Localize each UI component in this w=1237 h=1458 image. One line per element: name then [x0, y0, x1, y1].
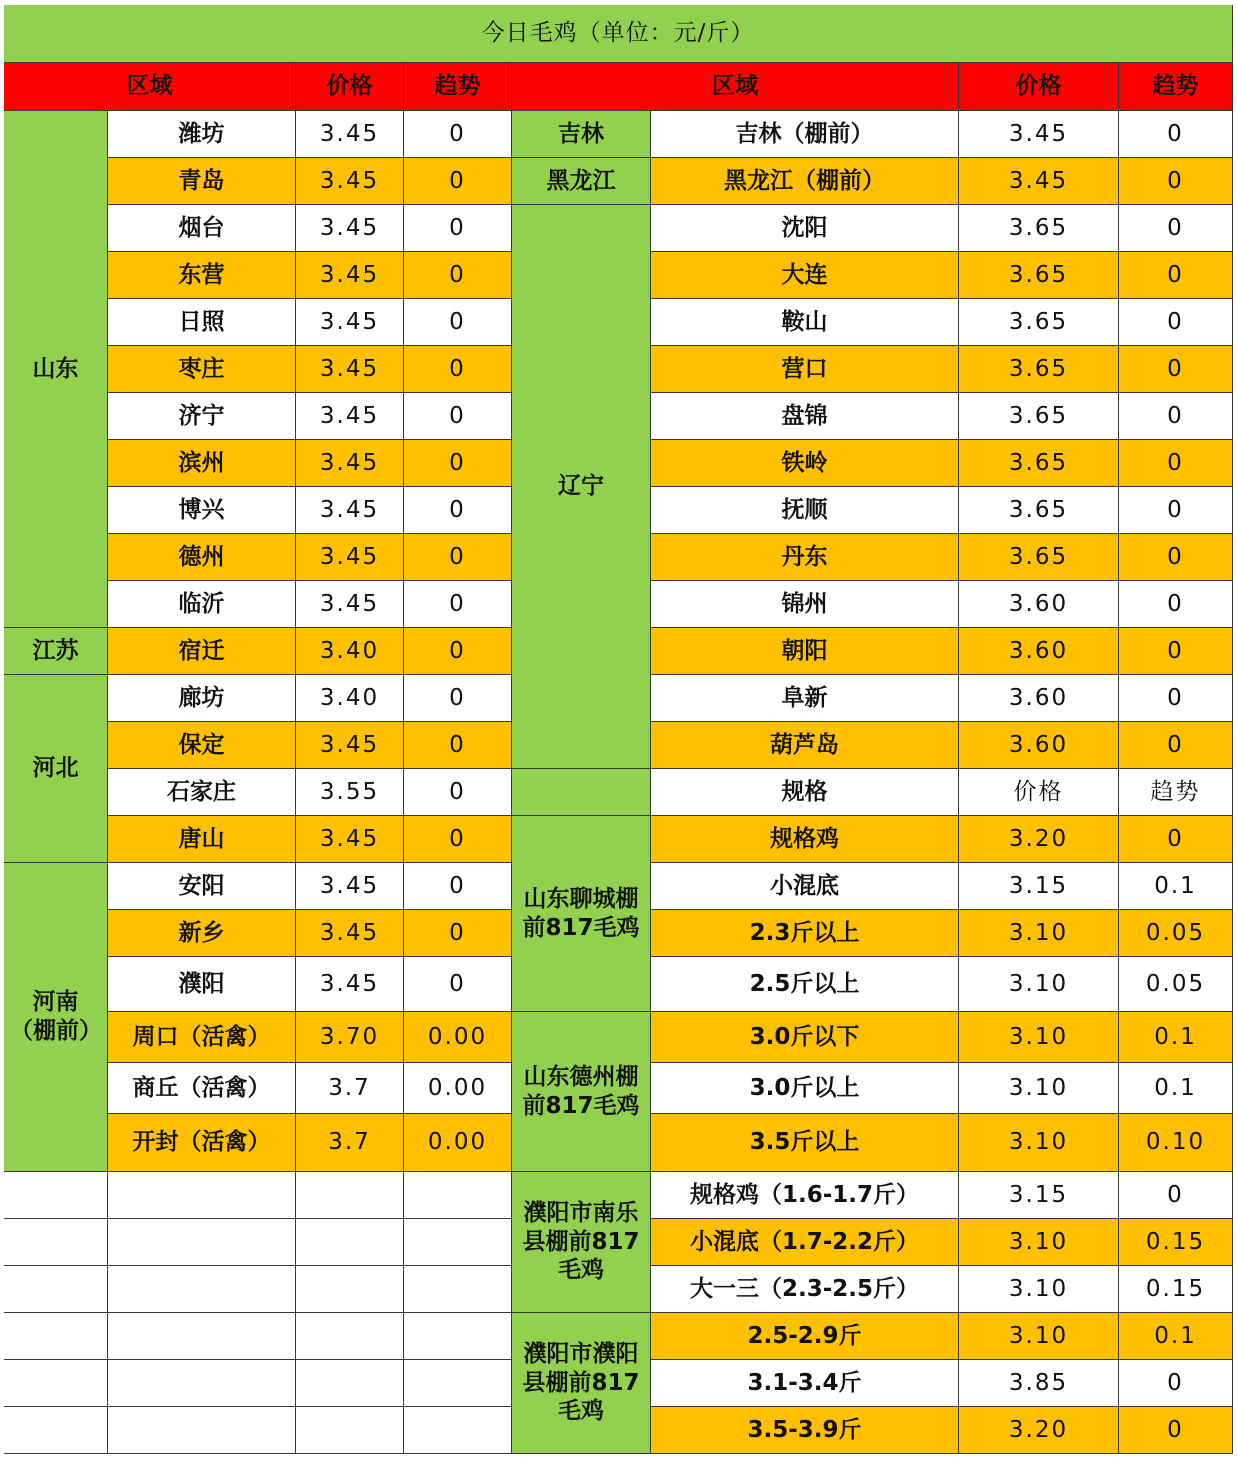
row-name: 3.1-3.4斤 — [651, 1360, 959, 1407]
row-trend: 0 — [404, 534, 512, 581]
row-name: 2.3斤以上 — [651, 910, 959, 957]
row-name: 安阳 — [108, 863, 296, 910]
row-name: 规格 — [651, 769, 959, 816]
row-trend: 0 — [1119, 346, 1233, 393]
row-trend: 0 — [404, 393, 512, 440]
empty-cell — [108, 1219, 296, 1266]
row-trend: 0 — [404, 957, 512, 1012]
row-name: 潍坊 — [108, 111, 296, 158]
row-price: 3.45 — [296, 581, 404, 628]
row-name: 滨州 — [108, 440, 296, 487]
row-name: 青岛 — [108, 158, 296, 205]
row-price: 3.65 — [959, 534, 1119, 581]
row-price: 3.15 — [959, 863, 1119, 910]
region-label: 黑龙江 — [512, 158, 651, 205]
table-title: 今日毛鸡（单位：元/斤） — [4, 5, 1233, 63]
region-label: 山东德州棚前817毛鸡 — [512, 1012, 651, 1172]
row-trend: 0.00 — [404, 1063, 512, 1114]
row-trend: 0 — [1119, 1360, 1233, 1407]
row-price: 3.45 — [296, 722, 404, 769]
region-label: 江苏 — [4, 628, 108, 675]
row-trend: 0 — [404, 252, 512, 299]
row-price: 3.60 — [959, 675, 1119, 722]
row-name: 盘锦 — [651, 393, 959, 440]
row-price: 3.60 — [959, 628, 1119, 675]
row-name: 沈阳 — [651, 205, 959, 252]
row-price: 3.60 — [959, 722, 1119, 769]
row-price: 3.60 — [959, 581, 1119, 628]
region-label: 辽宁 — [512, 205, 651, 769]
empty-cell — [4, 1407, 108, 1454]
header-left-price: 价格 — [296, 63, 404, 111]
row-trend: 0.1 — [1119, 1313, 1233, 1360]
row-price: 3.45 — [296, 111, 404, 158]
row-price: 3.45 — [296, 957, 404, 1012]
row-name: 抚顺 — [651, 487, 959, 534]
row-trend: 0 — [1119, 393, 1233, 440]
row-name: 东营 — [108, 252, 296, 299]
row-trend: 0 — [404, 158, 512, 205]
row-name: 营口 — [651, 346, 959, 393]
empty-cell — [108, 1172, 296, 1219]
row-name: 枣庄 — [108, 346, 296, 393]
row-trend: 0 — [1119, 299, 1233, 346]
row-trend: 0.05 — [1119, 910, 1233, 957]
row-trend: 0 — [404, 299, 512, 346]
row-price: 3.40 — [296, 628, 404, 675]
row-price: 3.7 — [296, 1063, 404, 1114]
row-trend: 0.15 — [1119, 1266, 1233, 1313]
row-name: 丹东 — [651, 534, 959, 581]
header-left-trend: 趋势 — [404, 63, 512, 111]
row-price: 3.65 — [959, 252, 1119, 299]
row-price: 3.20 — [959, 1407, 1119, 1454]
row-price: 3.10 — [959, 910, 1119, 957]
row-price: 3.40 — [296, 675, 404, 722]
empty-cell — [108, 1313, 296, 1360]
row-trend: 0 — [404, 628, 512, 675]
row-price: 3.45 — [296, 393, 404, 440]
row-name: 锦州 — [651, 581, 959, 628]
row-name: 小混底 — [651, 863, 959, 910]
row-trend: 0 — [1119, 534, 1233, 581]
region-label: 濮阳市濮阳县棚前817毛鸡 — [512, 1313, 651, 1454]
row-price: 3.10 — [959, 1219, 1119, 1266]
row-price: 3.55 — [296, 769, 404, 816]
row-price: 3.10 — [959, 1313, 1119, 1360]
row-price: 3.10 — [959, 1063, 1119, 1114]
empty-cell — [4, 1266, 108, 1313]
row-trend: 0 — [404, 722, 512, 769]
row-price: 3.45 — [296, 205, 404, 252]
row-name: 3.0斤以上 — [651, 1063, 959, 1114]
row-name: 保定 — [108, 722, 296, 769]
row-name: 石家庄 — [108, 769, 296, 816]
row-price: 3.65 — [959, 440, 1119, 487]
row-trend: 0 — [1119, 722, 1233, 769]
row-name: 烟台 — [108, 205, 296, 252]
empty-cell — [296, 1313, 404, 1360]
row-trend: 0 — [1119, 111, 1233, 158]
row-name: 德州 — [108, 534, 296, 581]
row-name: 大一三（2.3-2.5斤） — [651, 1266, 959, 1313]
empty-cell — [404, 1407, 512, 1454]
row-name: 朝阳 — [651, 628, 959, 675]
row-name: 黑龙江（棚前） — [651, 158, 959, 205]
row-trend: 0 — [404, 675, 512, 722]
row-name: 3.5-3.9斤 — [651, 1407, 959, 1454]
row-name: 规格鸡 — [651, 816, 959, 863]
row-trend: 0 — [404, 910, 512, 957]
row-trend: 0 — [404, 769, 512, 816]
row-name: 新乡 — [108, 910, 296, 957]
row-price: 3.45 — [296, 487, 404, 534]
row-trend: 0 — [404, 816, 512, 863]
row-name: 3.0斤以下 — [651, 1012, 959, 1063]
empty-cell — [296, 1360, 404, 1407]
row-trend: 0.1 — [1119, 1063, 1233, 1114]
row-price: 3.65 — [959, 487, 1119, 534]
row-name: 吉林（棚前） — [651, 111, 959, 158]
row-name: 2.5斤以上 — [651, 957, 959, 1012]
row-price: 3.10 — [959, 1114, 1119, 1172]
row-trend: 0 — [1119, 581, 1233, 628]
row-trend: 0 — [404, 863, 512, 910]
row-price: 3.45 — [296, 252, 404, 299]
row-trend: 0 — [404, 111, 512, 158]
row-name: 葫芦岛 — [651, 722, 959, 769]
row-name: 铁岭 — [651, 440, 959, 487]
row-name: 商丘（活禽） — [108, 1063, 296, 1114]
row-trend: 0 — [1119, 440, 1233, 487]
row-trend: 0 — [1119, 1172, 1233, 1219]
row-price: 3.7 — [296, 1114, 404, 1172]
row-trend: 0 — [1119, 205, 1233, 252]
row-trend: 0 — [404, 346, 512, 393]
region-label: 河北 — [4, 675, 108, 863]
region-label: 山东聊城棚前817毛鸡 — [512, 816, 651, 1012]
row-trend: 0 — [1119, 816, 1233, 863]
empty-cell — [4, 1360, 108, 1407]
row-name: 鞍山 — [651, 299, 959, 346]
row-price: 3.45 — [296, 158, 404, 205]
row-trend: 0 — [1119, 487, 1233, 534]
row-name: 大连 — [651, 252, 959, 299]
header-right-price: 价格 — [959, 63, 1119, 111]
row-trend: 0.1 — [1119, 1012, 1233, 1063]
region-label: 吉林 — [512, 111, 651, 158]
row-trend: 0 — [1119, 158, 1233, 205]
row-price: 3.45 — [959, 111, 1119, 158]
row-price: 3.20 — [959, 816, 1119, 863]
empty-cell — [296, 1219, 404, 1266]
header-right-trend: 趋势 — [1119, 63, 1233, 111]
row-price: 价格 — [959, 769, 1119, 816]
empty-cell — [296, 1266, 404, 1313]
row-trend: 0.1 — [1119, 863, 1233, 910]
row-name: 2.5-2.9斤 — [651, 1313, 959, 1360]
row-trend: 0 — [404, 205, 512, 252]
empty-cell — [4, 1219, 108, 1266]
row-trend: 趋势 — [1119, 769, 1233, 816]
header-left-region: 区域 — [4, 63, 296, 111]
row-price: 3.65 — [959, 346, 1119, 393]
empty-cell — [4, 1172, 108, 1219]
row-price: 3.70 — [296, 1012, 404, 1063]
empty-cell — [108, 1360, 296, 1407]
empty-cell — [296, 1172, 404, 1219]
row-price: 3.45 — [296, 910, 404, 957]
row-name: 廊坊 — [108, 675, 296, 722]
row-price: 3.65 — [959, 393, 1119, 440]
row-name: 3.5斤以上 — [651, 1114, 959, 1172]
row-price: 3.45 — [296, 534, 404, 581]
row-name: 小混底（1.7-2.2斤） — [651, 1219, 959, 1266]
row-name: 周口（活禽） — [108, 1012, 296, 1063]
row-price: 3.85 — [959, 1360, 1119, 1407]
region-label: 山东 — [4, 111, 108, 628]
row-price: 3.45 — [296, 816, 404, 863]
row-name: 日照 — [108, 299, 296, 346]
row-name: 规格鸡（1.6-1.7斤） — [651, 1172, 959, 1219]
row-trend: 0 — [404, 487, 512, 534]
row-name: 济宁 — [108, 393, 296, 440]
row-name: 博兴 — [108, 487, 296, 534]
empty-cell — [4, 1313, 108, 1360]
region-label: 濮阳市南乐县棚前817毛鸡 — [512, 1172, 651, 1313]
row-price: 3.45 — [959, 158, 1119, 205]
row-price: 3.10 — [959, 1012, 1119, 1063]
row-trend: 0.05 — [1119, 957, 1233, 1012]
empty-cell — [404, 1266, 512, 1313]
row-trend: 0 — [1119, 675, 1233, 722]
empty-cell — [108, 1407, 296, 1454]
row-trend: 0.10 — [1119, 1114, 1233, 1172]
empty-cell — [404, 1313, 512, 1360]
row-name: 临沂 — [108, 581, 296, 628]
row-price: 3.15 — [959, 1172, 1119, 1219]
row-name: 唐山 — [108, 816, 296, 863]
row-price: 3.45 — [296, 863, 404, 910]
row-name: 阜新 — [651, 675, 959, 722]
empty-cell — [404, 1360, 512, 1407]
row-trend: 0.15 — [1119, 1219, 1233, 1266]
empty-cell — [296, 1407, 404, 1454]
row-name: 开封（活禽） — [108, 1114, 296, 1172]
row-price: 3.45 — [296, 440, 404, 487]
region-label: 河南（棚前） — [4, 863, 108, 1172]
empty-cell — [108, 1266, 296, 1313]
row-name: 宿迁 — [108, 628, 296, 675]
region-label — [512, 769, 651, 816]
row-trend: 0.00 — [404, 1114, 512, 1172]
row-trend: 0 — [1119, 1407, 1233, 1454]
row-price: 3.45 — [296, 299, 404, 346]
row-price: 3.45 — [296, 346, 404, 393]
row-trend: 0 — [404, 581, 512, 628]
row-price: 3.65 — [959, 205, 1119, 252]
empty-cell — [404, 1219, 512, 1266]
row-trend: 0.00 — [404, 1012, 512, 1063]
empty-cell — [404, 1172, 512, 1219]
row-price: 3.65 — [959, 299, 1119, 346]
row-name: 濮阳 — [108, 957, 296, 1012]
row-trend: 0 — [404, 440, 512, 487]
header-right-region: 区域 — [512, 63, 959, 111]
row-price: 3.10 — [959, 1266, 1119, 1313]
row-trend: 0 — [1119, 252, 1233, 299]
row-price: 3.10 — [959, 957, 1119, 1012]
row-trend: 0 — [1119, 628, 1233, 675]
